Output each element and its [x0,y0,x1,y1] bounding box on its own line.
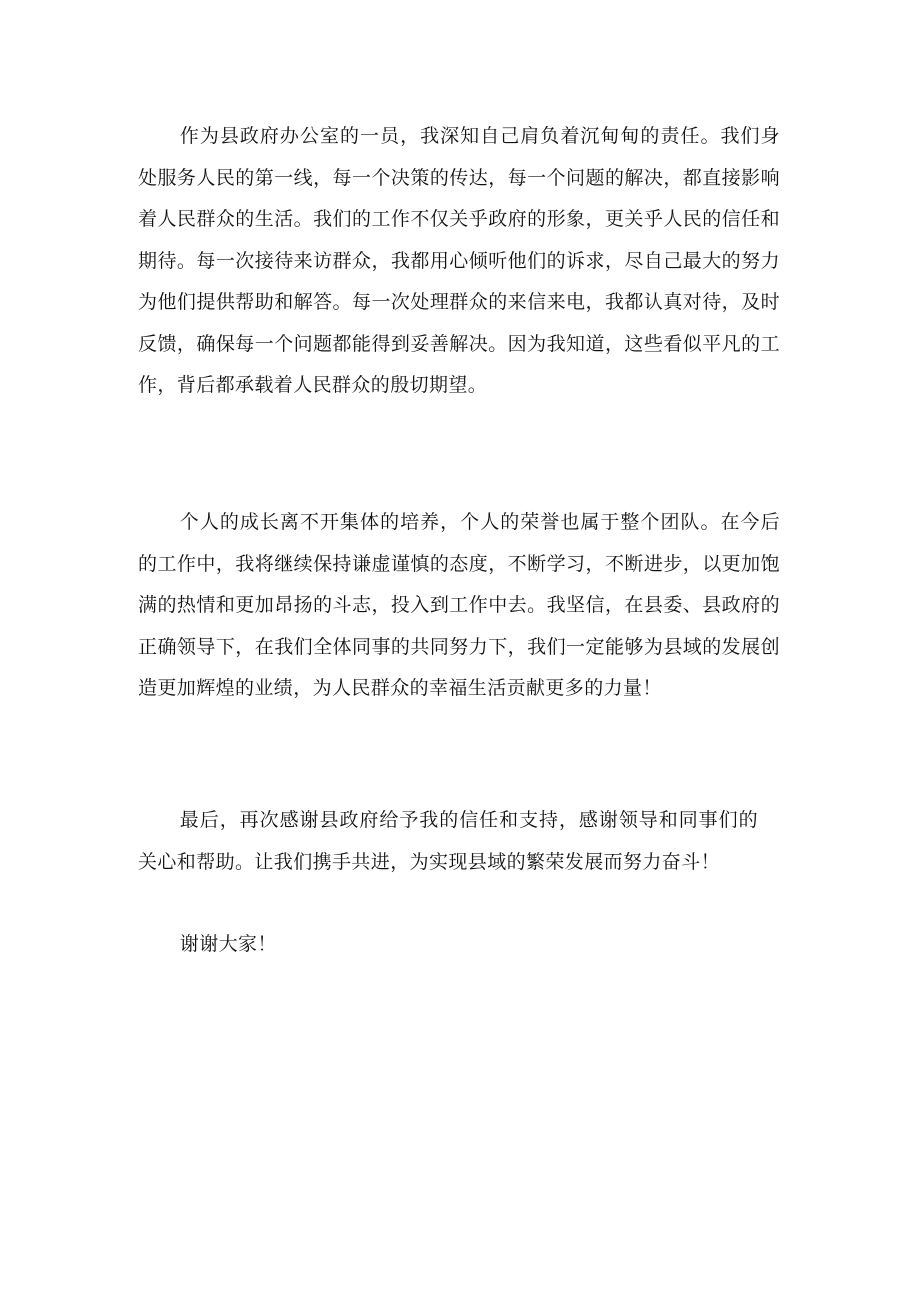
closing-line: 谢谢大家！ [179,933,277,955]
body-paragraph-thanks: 最后，再次感谢县政府给予我的信任和支持，感谢领导和同事们的关心和帮助。让我们携手共进，为实现县域的繁荣发展而努力奋斗！ [138,809,758,873]
body-paragraph-responsibility: 作为县政府办公室的一员，我深知自己肩负着沉甸甸的责任。我们身处服务人民的第一线，每一个决策的传达，每一个问题的解决，都直接影响着人民群众的生活。我们的工作不仅关乎政府的形象，更关乎人民的信任和期待。每一次接待来访群众，我都用心倾听他们的诉求，尽自己最大的努力为他们提供帮助和解答。每一次处理群众的来信来电，我都认真对待，及时反馈，确保每一个问题都能得到妥善解决。因为我知道，这些看似平凡的工作，背后都承载着人民群众的殷切期望。 [138,125,780,396]
body-paragraph-growth: 个人的成长离不开集体的培养，个人的荣誉也属于整个团队。在今后的工作中，我将继续保持谦虚谨慎的态度，不断学习，不断进步，以更加饱满的热情和更加昂扬的斗志，投入到工作中去。我坚信，在县委、县政府的正确领导下，在我们全体同事的共同努力下，我们一定能够为县域的发展创造更加辉煌的业绩，为人民群众的幸福生活贡献更多的力量！ [138,511,780,699]
